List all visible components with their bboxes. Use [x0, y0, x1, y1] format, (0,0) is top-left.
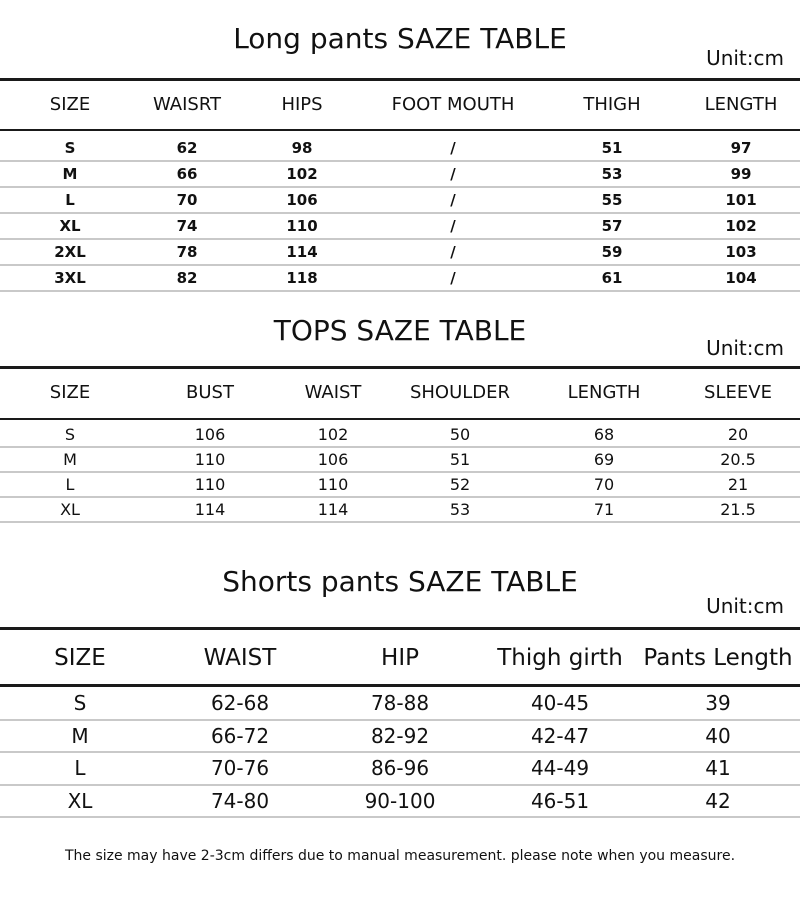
value-cell: 42-47: [530, 723, 590, 748]
row-divider: [0, 212, 800, 214]
header-cell: LENGTH: [567, 382, 641, 403]
header-cell: HIP: [381, 645, 419, 671]
value-cell: 21: [727, 475, 749, 494]
shorts-title: Shorts pants SAZE TABLE: [222, 565, 578, 598]
value-cell: 55: [601, 191, 623, 209]
table-header-row: [0, 382, 800, 408]
row-divider: [0, 160, 800, 162]
header-cell: SIZE: [49, 382, 91, 403]
value-cell: 90-100: [364, 788, 436, 813]
header-cell: BUST: [186, 382, 234, 403]
value-cell: 97: [730, 139, 752, 157]
table-top-rule: [0, 627, 800, 630]
row-divider: [0, 816, 800, 818]
value-cell: /: [450, 165, 456, 183]
row-divider: [0, 238, 800, 240]
table-row: [0, 754, 800, 787]
value-cell: 66-72: [210, 723, 270, 748]
header-cell: WAIST: [203, 645, 277, 671]
value-cell: 70: [593, 475, 615, 494]
value-cell: 114: [317, 500, 349, 519]
value-cell: 101: [725, 191, 757, 209]
value-cell: 102: [286, 165, 318, 183]
table-header-row: [0, 94, 800, 120]
value-cell: 106: [286, 191, 318, 209]
header-cell: SHOULDER: [409, 382, 511, 403]
tops-title: TOPS SAZE TABLE: [273, 314, 527, 347]
row-divider: [0, 264, 800, 266]
value-cell: 70-76: [210, 756, 270, 780]
size-cell: M: [62, 165, 78, 183]
header-cell: THIGH: [583, 94, 641, 115]
value-cell: 78: [176, 243, 198, 261]
header-cell: Thigh girth: [497, 645, 623, 671]
value-cell: 74-80: [210, 788, 270, 813]
value-cell: 71: [593, 500, 615, 519]
table-top-rule: [0, 78, 800, 81]
header-cell: WAIST: [304, 382, 362, 403]
value-cell: 82: [176, 269, 198, 287]
size-cell: S: [64, 139, 76, 157]
value-cell: 118: [286, 269, 318, 287]
size-cell: XL: [59, 217, 81, 235]
value-cell: 42: [705, 788, 731, 813]
header-cell: SIZE: [54, 645, 106, 671]
value-cell: 40: [705, 723, 731, 748]
size-cell: S: [73, 691, 87, 715]
long-pants-title: Long pants SAZE TABLE: [233, 22, 567, 55]
value-cell: 99: [730, 165, 752, 183]
value-cell: 20.5: [720, 450, 756, 469]
size-cell: M: [63, 450, 77, 469]
header-cell: HIPS: [281, 94, 323, 115]
measurement-note: The size may have 2-3cm differs due to manual measurement. please note when you measure.: [64, 848, 736, 864]
row-divider: [0, 751, 800, 753]
row-divider: [0, 784, 800, 786]
row-divider: [0, 719, 800, 721]
value-cell: /: [450, 217, 456, 235]
value-cell: 104: [725, 269, 757, 287]
tops-unit: Unit:cm: [706, 336, 784, 360]
value-cell: /: [450, 269, 456, 287]
header-cell: LENGTH: [704, 94, 778, 115]
size-cell: L: [74, 756, 86, 780]
value-cell: 110: [194, 450, 226, 469]
header-cell: FOOT MOUTH: [391, 94, 515, 115]
value-cell: 106: [194, 425, 226, 444]
value-cell: /: [450, 243, 456, 261]
value-cell: 61: [601, 269, 623, 287]
value-cell: 103: [725, 243, 757, 261]
size-cell: 2XL: [54, 243, 86, 261]
value-cell: 39: [705, 691, 731, 715]
row-divider: [0, 496, 800, 498]
value-cell: 98: [291, 139, 313, 157]
size-cell: S: [64, 425, 76, 444]
value-cell: 21.5: [720, 500, 756, 519]
value-cell: 57: [601, 217, 623, 235]
value-cell: 66: [176, 165, 198, 183]
value-cell: 110: [286, 217, 318, 235]
value-cell: 52: [449, 475, 471, 494]
table-row: [0, 787, 800, 820]
size-cell: M: [71, 723, 89, 748]
value-cell: /: [450, 191, 456, 209]
value-cell: /: [450, 139, 456, 157]
value-cell: 46-51: [530, 788, 590, 813]
value-cell: 86-96: [370, 756, 430, 780]
value-cell: 106: [317, 450, 349, 469]
row-divider: [0, 186, 800, 188]
row-divider: [0, 290, 800, 292]
table-top-rule: [0, 366, 800, 369]
value-cell: 62: [176, 139, 198, 157]
table-header-row: [0, 645, 800, 676]
value-cell: 110: [194, 475, 226, 494]
value-cell: 59: [601, 243, 623, 261]
size-cell: XL: [60, 500, 80, 519]
shorts-unit: Unit:cm: [706, 594, 784, 618]
size-cell: L: [65, 191, 75, 209]
row-divider: [0, 521, 800, 523]
value-cell: 102: [725, 217, 757, 235]
value-cell: 40-45: [530, 691, 590, 715]
value-cell: 50: [449, 425, 471, 444]
table-row: [0, 689, 800, 722]
value-cell: 114: [286, 243, 318, 261]
value-cell: 20: [727, 425, 749, 444]
row-divider: [0, 446, 800, 448]
size-cell: 3XL: [54, 269, 86, 287]
value-cell: 51: [449, 450, 471, 469]
long-pants-unit: Unit:cm: [706, 46, 784, 70]
table-header-rule: [0, 418, 800, 420]
value-cell: 44-49: [530, 756, 590, 780]
value-cell: 62-68: [210, 691, 270, 715]
value-cell: 78-88: [370, 691, 430, 715]
row-divider: [0, 471, 800, 473]
value-cell: 69: [593, 450, 615, 469]
value-cell: 51: [601, 139, 623, 157]
value-cell: 53: [601, 165, 623, 183]
value-cell: 102: [317, 425, 349, 444]
table-header-rule: [0, 684, 800, 687]
value-cell: 41: [705, 756, 731, 780]
size-cell: XL: [67, 788, 93, 813]
header-cell: SLEEVE: [704, 382, 772, 403]
table-row: [0, 722, 800, 755]
value-cell: 70: [176, 191, 198, 209]
header-cell: WAISRT: [152, 94, 222, 115]
value-cell: 53: [449, 500, 471, 519]
value-cell: 114: [194, 500, 226, 519]
size-cell: L: [65, 475, 75, 494]
value-cell: 110: [317, 475, 349, 494]
header-cell: SIZE: [49, 94, 91, 115]
table-header-rule: [0, 129, 800, 131]
value-cell: 74: [176, 217, 198, 235]
header-cell: Pants Length: [643, 645, 793, 671]
value-cell: 82-92: [370, 723, 430, 748]
value-cell: 68: [593, 425, 615, 444]
